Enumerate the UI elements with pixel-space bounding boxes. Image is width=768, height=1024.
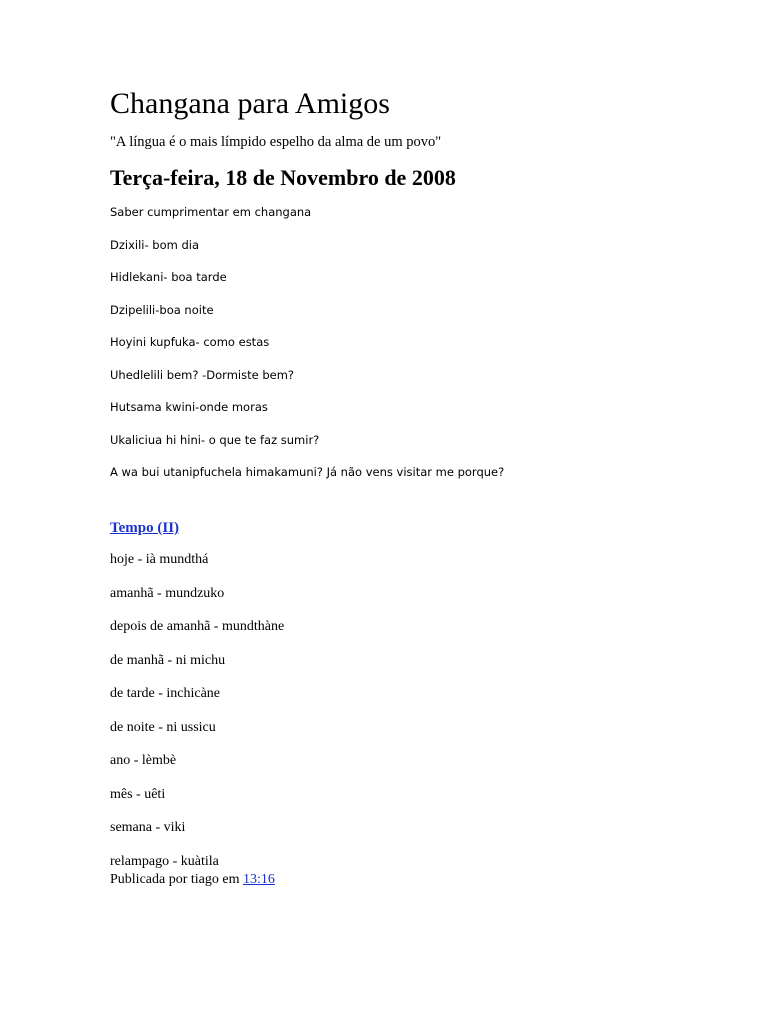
vocabulary-list [110, 551, 730, 871]
greeting-line: Hoyini kupfuka- como estas [110, 335, 270, 349]
greeting-line: Hidlekani- boa tarde [110, 270, 227, 284]
vocabulary-line: hoje - ià mundthá [110, 552, 209, 567]
greeting-line: Dzipelili-boa noite [110, 302, 214, 317]
greeting-line: Hutsama kwini-onde moras [110, 400, 268, 414]
vocabulary-line: semana - viki [110, 820, 186, 835]
blog-description: "A língua é o mais límpido espelho da alma de um povo" [110, 134, 442, 150]
vocabulary-line: mês - uêti [110, 786, 166, 802]
greeting-line: A wa bui utanipfuchela himakamuni? Já não vens visitar me porque? [110, 465, 505, 479]
blog-title: Changana para Amigos [110, 87, 390, 120]
date-header: Terça-feira, 18 de Novembro de 2008 [110, 165, 456, 190]
post-timestamp-link[interactable]: 13:16 [242, 871, 275, 887]
vocabulary-line: de tarde - inchicàne [110, 686, 220, 701]
blog-page [110, 84, 730, 889]
post-footer [110, 871, 730, 889]
vocabulary-line: de manhã - ni michu [110, 652, 226, 668]
post-title [110, 518, 730, 538]
vocabulary-line: depois de amanhã - mundthàne [110, 619, 285, 634]
vocabulary-line: relampago - kuàtila [110, 853, 219, 869]
published-by-label: Publicada por tiago em [110, 871, 243, 887]
greetings-list [110, 204, 730, 480]
vocabulary-line: amanhã - mundzuko [110, 585, 225, 601]
greeting-line: Ukaliciua hi hini- o que te faz sumir? [110, 432, 320, 447]
greeting-line: Saber cumprimentar em changana [110, 205, 312, 219]
greeting-line: Uhedlelili bem? -Dormiste bem? [110, 367, 294, 382]
vocabulary-line: ano - lèmbè [110, 753, 177, 768]
vocabulary-line: de noite - ni ussicu [110, 719, 216, 735]
greeting-line: Dzixili- bom dia [110, 237, 200, 252]
post-title-link[interactable]: Tempo (II) [110, 520, 180, 536]
